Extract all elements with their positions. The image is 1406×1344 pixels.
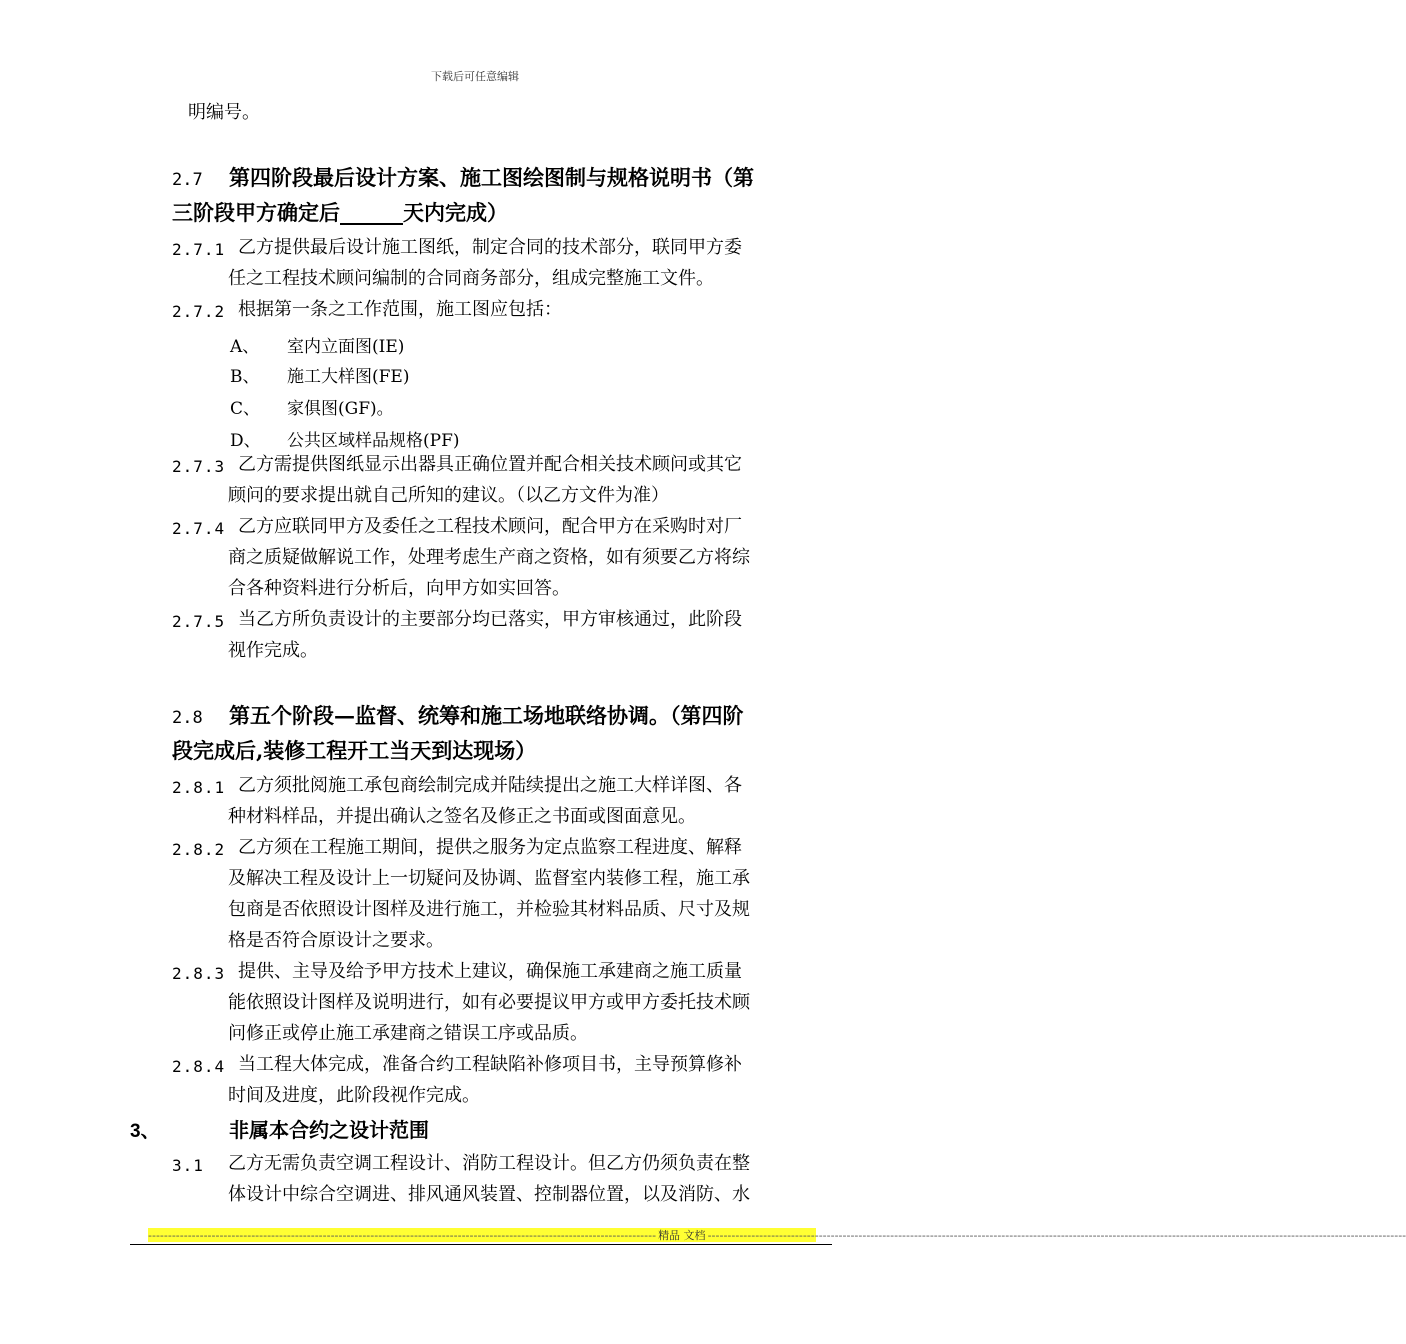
list-label-a: A、 xyxy=(230,337,260,357)
item-2-8-1-line1: 乙方须批阅施工承包商绘制完成并陆续提出之施工大样详图、各 xyxy=(238,775,742,796)
section-2-7-title-line2: 三阶段甲方确定后______天内完成） xyxy=(172,200,508,225)
item-2-8-3-line3: 问修正或停止施工承建商之错误工序或品质。 xyxy=(228,1023,588,1044)
item-2-7-3-line2: 顾问的要求提出就自己所知的建议。（以乙方文件为准） xyxy=(228,485,669,506)
list-label-c: C、 xyxy=(230,399,261,419)
item-2-8-2-line1: 乙方须在工程施工期间，提供之服务为定点监察工程进度、解释 xyxy=(238,837,742,858)
item-2-7-4-number: 2.7.4 xyxy=(172,519,226,538)
item-2-8-2-line4: 格是否符合原设计之要求。 xyxy=(228,930,444,951)
item-2-7-3-number: 2.7.3 xyxy=(172,457,226,476)
list-label-d: D、 xyxy=(230,431,261,451)
item-2-7-2-line1: 根据第一条之工作范围，施工图应包括： xyxy=(238,299,562,320)
item-2-8-2-line3: 包商是否依照设计图样及进行施工，并检验其材料品质、尺寸及规 xyxy=(228,899,750,920)
item-2-7-1-line2: 任之工程技术顾问编制的合同商务部分，组成完整施工文件。 xyxy=(228,268,714,289)
page-header: 下载后可任意编辑 xyxy=(431,70,519,83)
item-2-8-1-line2: 种材料样品，并提出确认之签名及修正之书面或图面意见。 xyxy=(228,806,696,827)
item-2-8-3-line2: 能依照设计图样及说明进行，如有必要提议甲方或甲方委托技术顾 xyxy=(228,992,750,1013)
footer-label-row xyxy=(148,1227,1406,1243)
item-2-7-4-line3: 合各种资料进行分析后，向甲方如实回答。 xyxy=(228,578,570,599)
footer-rule xyxy=(130,1244,832,1245)
section-2-7-number: 2.7 xyxy=(172,170,203,190)
footer-dashes-left: -------------------------------------------------------------------------------------------------------------------------------- xyxy=(148,1228,657,1242)
item-2-8-3-line1: 提供、主导及给予甲方技术上建议，确保施工承建商之施工质量 xyxy=(238,961,742,982)
list-item-c: 家俱图(GF)。 xyxy=(287,399,394,419)
section-2-8-number: 2.8 xyxy=(172,708,203,728)
item-2-7-1-number: 2.7.1 xyxy=(172,240,226,259)
item-2-7-1-line1: 乙方提供最后设计施工图纸，制定合同的技术部分，联同甲方委 xyxy=(238,237,742,258)
item-2-8-1-number: 2.8.1 xyxy=(172,778,226,797)
item-2-7-5-line2: 视作完成。 xyxy=(228,640,318,661)
section-3-number: 3、 xyxy=(130,1121,160,1142)
item-2-7-5-number: 2.7.5 xyxy=(172,612,226,631)
footer-dashes-right: -------------------------------------------------------------------------------------------------------------------------------------------------------------------------------- xyxy=(707,1228,1406,1242)
item-2-7-3-line1: 乙方需提供图纸显示出器具正确位置并配合相关技术顾问或其它 xyxy=(238,454,742,475)
list-label-b: B、 xyxy=(230,367,260,387)
item-2-8-4-line1: 当工程大体完成，准备合约工程缺陷补修项目书，主导预算修补 xyxy=(238,1054,742,1075)
list-item-a: 室内立面图(IE) xyxy=(287,337,405,357)
item-3-1-line1: 乙方无需负责空调工程设计、消防工程设计。但乙方仍须负责在整 xyxy=(228,1153,750,1174)
item-2-8-2-number: 2.8.2 xyxy=(172,840,226,859)
section-2-7-title-line1: 第四阶段最后设计方案、施工图绘图制与规格说明书（第 xyxy=(229,165,754,190)
section-2-8-title-line2: 段完成后,装修工程开工当天到达现场） xyxy=(172,738,537,763)
section-2-8-title-line1: 第五个阶段—监督、统筹和施工场地联络协调。（第四阶 xyxy=(229,703,744,728)
line-continuation: 明编号。 xyxy=(188,102,260,123)
item-2-8-2-line2: 及解决工程及设计上一切疑问及协调、监督室内装修工程，施工承 xyxy=(228,868,750,889)
footer-label: 精品 文档 xyxy=(658,1229,706,1242)
list-item-b: 施工大样图(FE) xyxy=(287,367,410,387)
item-3-1-line2: 体设计中综合空调进、排风通风装置、控制器位置，以及消防、水 xyxy=(228,1184,750,1205)
item-3-1-number: 3.1 xyxy=(172,1156,204,1175)
section-3-title: 非属本合约之设计范围 xyxy=(229,1118,429,1142)
item-2-7-4-line2: 商之质疑做解说工作，处理考虑生产商之资格，如有须要乙方将综 xyxy=(228,547,750,568)
list-item-d: 公共区域样品规格(PF) xyxy=(287,431,460,451)
item-2-7-2-number: 2.7.2 xyxy=(172,302,226,321)
item-2-8-4-line2: 时间及进度，此阶段视作完成。 xyxy=(228,1085,480,1106)
item-2-7-5-line1: 当乙方所负责设计的主要部分均已落实，甲方审核通过，此阶段 xyxy=(238,609,742,630)
item-2-8-4-number: 2.8.4 xyxy=(172,1057,226,1076)
item-2-8-3-number: 2.8.3 xyxy=(172,964,226,983)
item-2-7-4-line1: 乙方应联同甲方及委任之工程技术顾问，配合甲方在采购时对厂 xyxy=(238,516,742,537)
